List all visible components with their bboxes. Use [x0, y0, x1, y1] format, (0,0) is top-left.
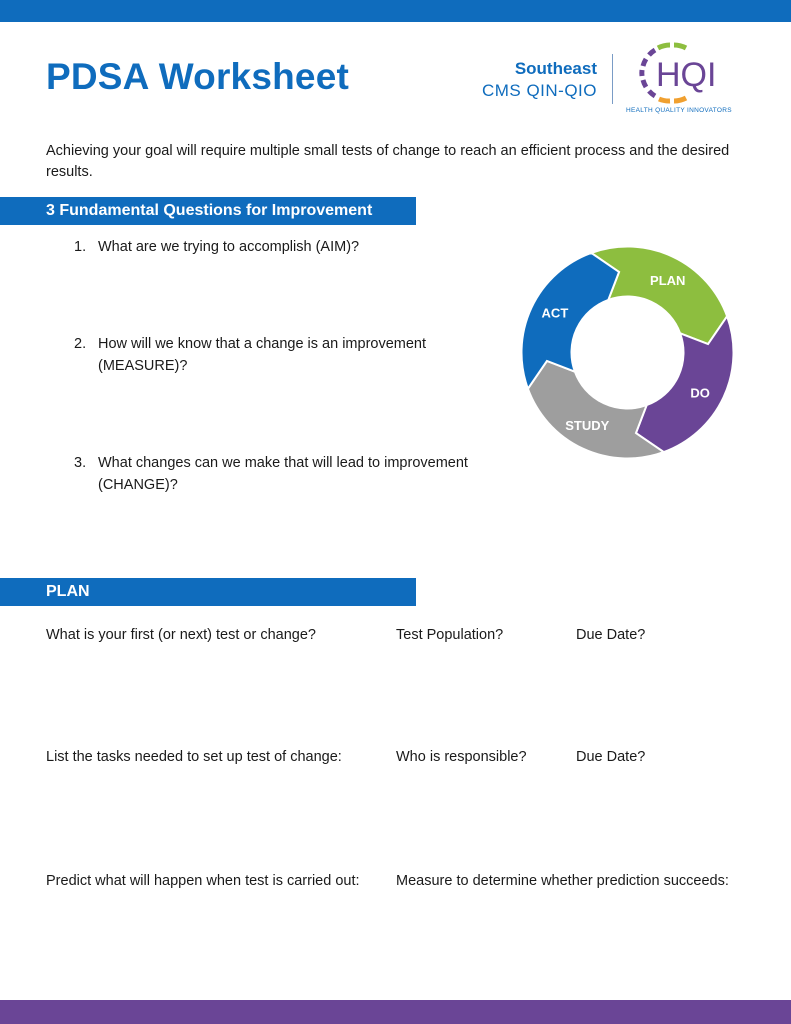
logo-ring-seg: [643, 59, 646, 66]
due-date-label: Due Date?: [576, 627, 646, 643]
logo-ring-seg: [643, 80, 646, 87]
logo-ring-seg: [659, 99, 670, 101]
question-number: 1.: [74, 239, 87, 255]
org-name: [482, 58, 597, 102]
intro-text: Achieving your goal will require multiple small tests of change to reach an efficient process and the desired results.: [46, 143, 730, 180]
logo-ring-seg: [649, 91, 655, 96]
org-name-line1: Southeast: [514, 59, 597, 78]
cycle-label-act: ACT: [541, 305, 569, 321]
logo-brand-text: HQI: [656, 56, 717, 94]
question-number: 3.: [74, 455, 87, 471]
page-title: PDSA Worksheet: [46, 56, 349, 97]
question-item: [74, 236, 519, 258]
questions-section-header: 3 Fundamental Questions for Improvement: [0, 197, 416, 225]
org-name-line2: CMS QIN-QIO: [481, 81, 597, 100]
hqi-logo: [634, 42, 730, 104]
responsible-label: Who is responsible?: [396, 749, 527, 765]
tasks-label: List the tasks needed to set up test of change:: [46, 749, 342, 765]
cycle-label-plan: PLAN: [650, 272, 686, 288]
question-item: [74, 452, 519, 496]
logo-divider: [612, 54, 613, 104]
first-test-label: What is your first (or next) test or change?: [46, 627, 316, 643]
pdsa-cycle-diagram: [515, 240, 740, 465]
question-text: What changes can we make that will lead to improvement (CHANGE)?: [98, 455, 468, 493]
prediction-label: Predict what will happen when test is carried out:: [46, 873, 360, 889]
top-bar: [0, 0, 791, 22]
cycle-segment-do: [636, 316, 734, 452]
question-text: What are we trying to accomplish (AIM)?: [98, 239, 360, 255]
logo-ring-seg: [674, 98, 686, 101]
cycle-label-study: STUDY: [565, 418, 610, 434]
test-population-label: Test Population?: [396, 627, 504, 643]
question-item: [74, 333, 519, 377]
due-date-label: Due Date?: [576, 749, 646, 765]
logo-ring-seg: [674, 45, 686, 48]
cycle-segment-study: [528, 361, 664, 459]
measure-label: Measure to determine whether prediction succeeds:: [396, 873, 729, 889]
bottom-bar: [0, 1000, 791, 1024]
logo-tagline: HEALTH QUALITY INNOVATORS: [626, 107, 732, 114]
question-text: How will we know that a change is an improvement (MEASURE)?: [98, 336, 427, 374]
question-number: 2.: [74, 336, 87, 352]
plan-section-header: PLAN: [0, 578, 416, 606]
cycle-segment-plan: [591, 247, 727, 345]
logo-ring-seg: [658, 45, 670, 48]
cycle-label-do: DO: [690, 385, 710, 401]
cycle-segment-act: [522, 253, 620, 389]
logo-ring-seg: [649, 50, 655, 55]
